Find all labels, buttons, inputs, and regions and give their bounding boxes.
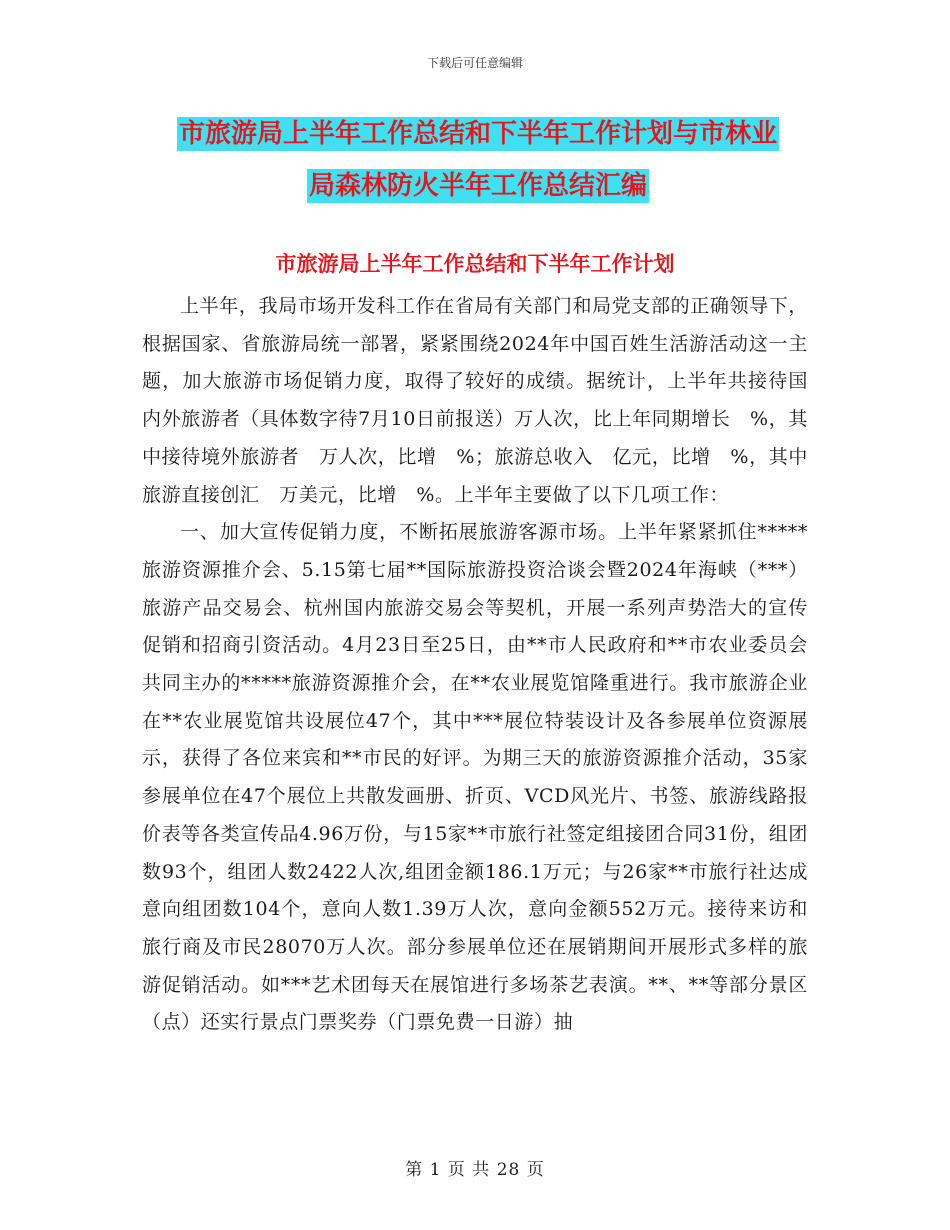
title-line-2: 局森林防火半年工作总结汇编 — [308, 171, 647, 201]
document-body — [142, 288, 808, 1042]
paragraph: 上半年，我局市场开发科工作在省局有关部门和局党支部的正确领导下，根据国家、省旅游局统一部署，紧紧围绕2024年中国百姓生活游活动这一主题，加大旅游市场促销力度，取得了较好的成绩。据统计，上半年共接待国内外旅游者（具体数字待7月10日前报送）万人次，比上年同期增长 %，其中接待境外旅游者 万人次，比增 %；旅游总收入 亿元，比增 %，其中旅游直接创汇 万美元，比增 %。上半年主要做了以下几项工作： — [142, 295, 808, 506]
document-title — [148, 108, 808, 212]
paragraph: 一、加大宣传促销力度，不断拓展旅游客源市场。上半年紧紧抓住*****旅游资源推介会、5.15第七届**国际旅游投资洽谈会暨2024年海峡（***）旅游产品交易会、杭州国内旅游交易会等契机，开展一系列声势浩大的宣传促销和招商引资活动。4月23日至25日，由**市人民政府和**市农业委员会共同主办的*****旅游资源推介会，在**农业展览馆隆重进行。我市旅游企业在**农业展览馆共设展位47个，其中***展位特装设计及各参展单位资源展示，获得了各位来宾和**市民的好评。为期三天的旅游资源推介活动，35家参展单位在47个展位上共散发画册、折页、VCD风光片、书签、旅游线路报价表等各类宣传品4.96万份，与15家**市旅行社签定组接团合同31份，组团数93个，组团人数2422人次,组团金额186.1万元；与26家**市旅行社达成意向组团数104个，意向人数1.39万人次，意向金额552万元。接待来访和旅行商及市民28070万人次。部分参展单位还在展销期间开展形式多样的旅游促销活动。如***艺术团每天在展馆进行多场茶艺表演。**、**等部分景区（点）还实行景点门票奖券（门票免费一日游）抽 — [142, 521, 808, 1034]
header-note: 下载后可任意编辑 — [426, 56, 523, 70]
title-line-1: 市旅游局上半年工作总结和下半年工作计划与市林业 — [178, 119, 777, 149]
section-title: 市旅游局上半年工作总结和下半年工作计划 — [275, 252, 675, 276]
page-number: 第 1 页 共 28 页 — [405, 1160, 545, 1180]
